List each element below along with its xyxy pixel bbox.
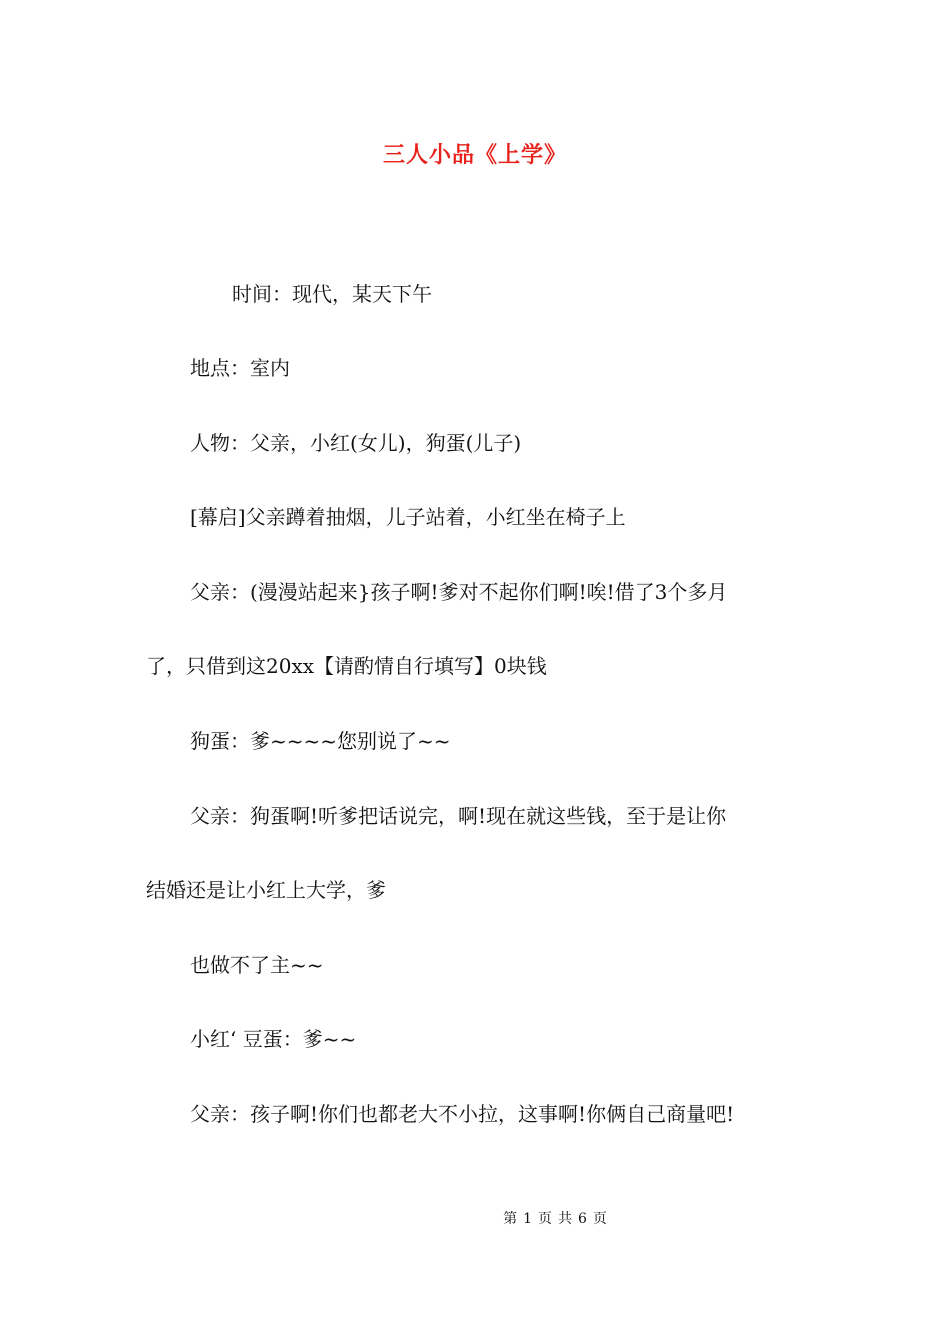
footer-total-pages: 6: [578, 1211, 587, 1227]
text-line-dialogue: 狗蛋：爹~~~~您别说了~~: [190, 729, 451, 753]
page-footer: [0, 1208, 950, 1228]
text-line-place: 地点：室内: [190, 356, 290, 380]
text-line-dialogue: 小红‘ 豆蛋：爹~~: [190, 1027, 357, 1051]
text-line-characters: 人物：父亲，小红(女儿)，狗蛋(儿子): [190, 431, 522, 455]
footer-prefix: 第: [503, 1211, 518, 1227]
footer-total-label: 共: [558, 1211, 572, 1227]
footer-suffix: 页: [592, 1211, 607, 1227]
text-line-dialogue-cont: 了，只借到这20xx【请酌情自行填写】0块钱: [146, 654, 547, 678]
document-title: 三人小品《上学》: [382, 142, 567, 168]
text-line-stage-direction: [幕启]父亲蹲着抽烟，儿子站着，小红坐在椅子上: [190, 505, 626, 529]
text-line-dialogue: 父亲：(漫漫站起来}孩子啊!爹对不起你们啊!唉!借了3个多月: [190, 580, 728, 604]
text-line-dialogue-cont: 结婚还是让小红上大学，爹: [146, 878, 386, 902]
footer-page-label: 页: [538, 1211, 552, 1227]
text-line-dialogue-cont: 也做不了主~~: [190, 953, 324, 977]
text-line-time: 时间：现代，某天下午: [232, 282, 432, 306]
text-line-dialogue: 父亲：孩子啊!你们也都老大不小拉，这事啊!你俩自己商量吧!: [190, 1102, 735, 1126]
footer-current-page: 1: [523, 1211, 532, 1227]
text-line-dialogue: 父亲：狗蛋啊!听爹把话说完，啊!现在就这些钱，至于是让你: [190, 804, 727, 828]
